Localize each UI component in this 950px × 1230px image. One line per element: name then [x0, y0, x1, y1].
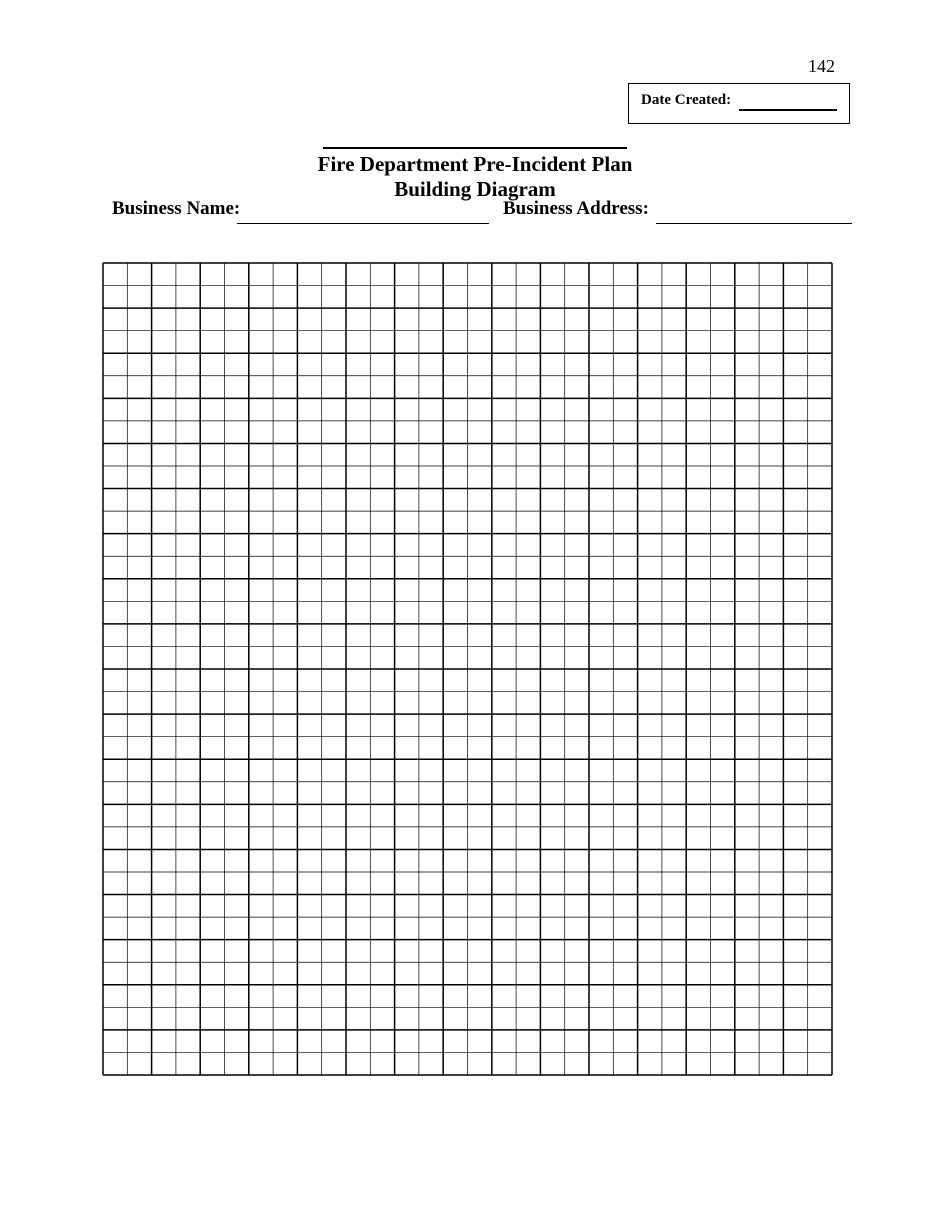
date-created-label: Date Created:: [641, 92, 732, 108]
title-signature-line: [323, 147, 627, 149]
grid-canvas[interactable]: [102, 262, 833, 1076]
business-name-label: Business Name:: [112, 198, 241, 219]
diagram-grid[interactable]: [102, 262, 833, 1076]
business-address-label: Business Address:: [503, 198, 649, 219]
business-name-field[interactable]: [237, 223, 489, 224]
business-address-field[interactable]: [656, 223, 852, 224]
date-created-box: [628, 83, 850, 124]
date-created-field[interactable]: [739, 109, 837, 111]
page-title: Fire Department Pre-Incident Plan: [317, 152, 633, 176]
page-number: 142: [808, 56, 835, 76]
page-subtitle: Building Diagram: [394, 177, 556, 201]
